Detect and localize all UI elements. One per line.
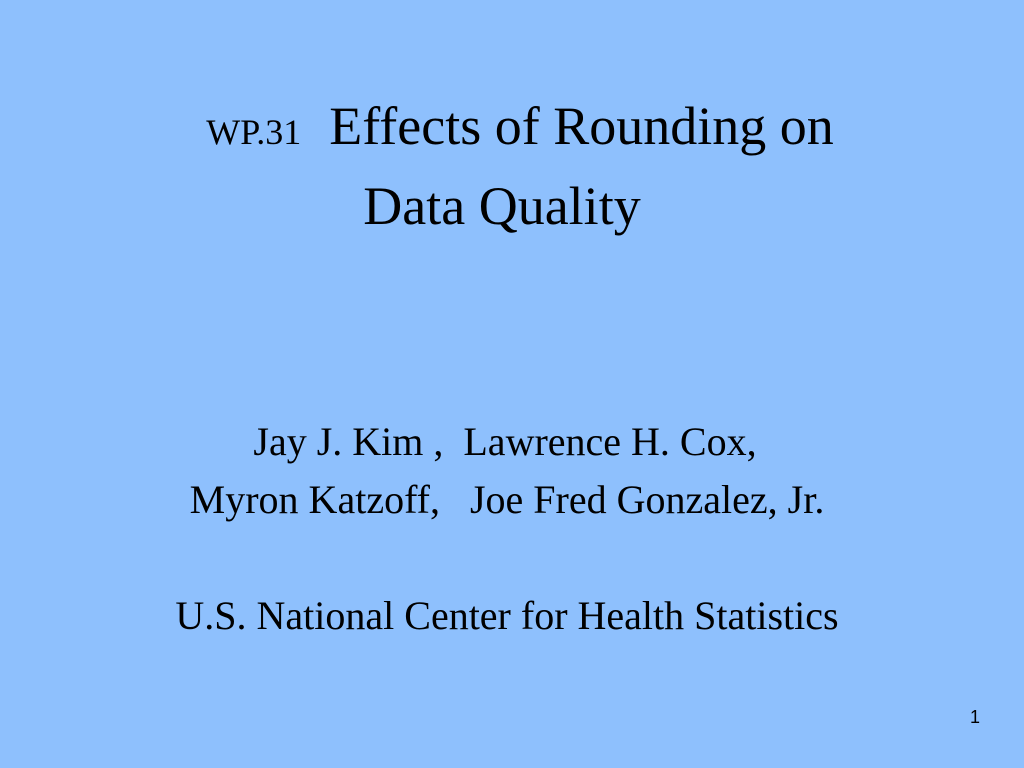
organization: U.S. National Center for Health Statistics [175,593,839,638]
slide-subtitle [0,413,1024,645]
title-line-1 [0,93,1024,173]
title-text-line-1: Effects of Rounding on [329,96,834,156]
spacer [0,529,1024,587]
page-number: 1 [969,707,980,727]
authors-line-1: Jay J. Kim , Lawrence H. Cox, [253,419,757,464]
title-text-line-2: Data Quality [363,176,641,236]
authors-line-2: Myron Katzoff, Joe Fred Gonzalez, Jr. [189,477,825,522]
slide-title [0,93,1024,239]
paper-code: WP.31 [206,112,302,152]
